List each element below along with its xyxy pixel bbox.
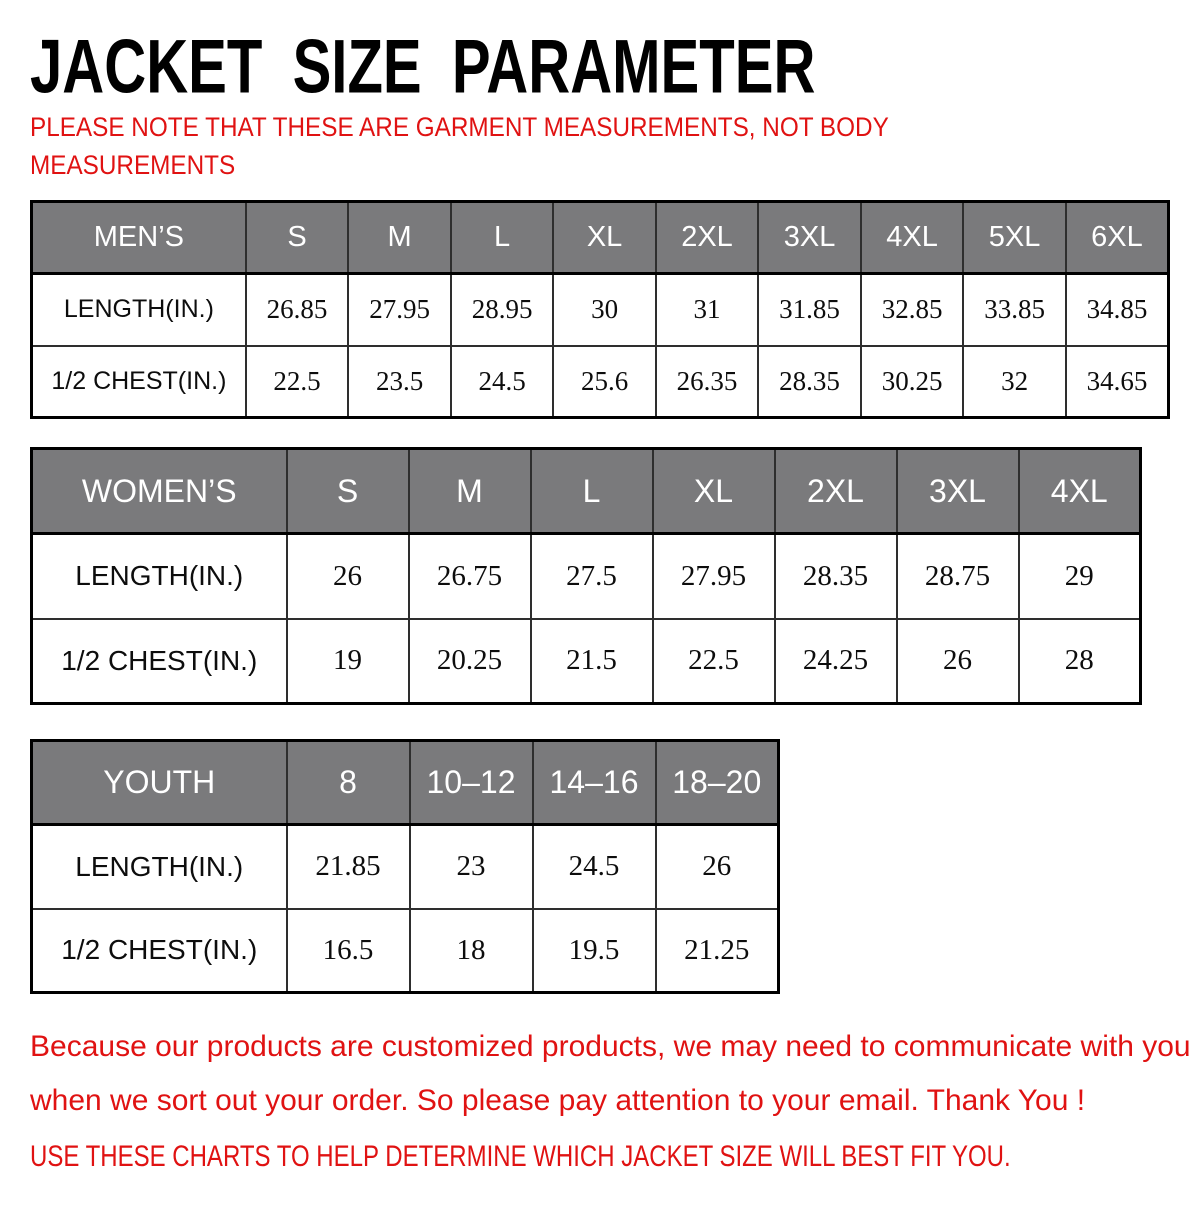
- size-header-cell: 8: [287, 741, 410, 825]
- value-cell: 31.85: [758, 274, 861, 346]
- value-cell: 26: [287, 534, 409, 619]
- size-header-cell: 10–12: [410, 741, 533, 825]
- size-header-cell: L: [531, 449, 653, 534]
- value-cell: 26.35: [656, 346, 759, 418]
- value-cell: 24.5: [451, 346, 554, 418]
- value-cell: 32.85: [861, 274, 964, 346]
- page-title: JACKET SIZE PARAMETER: [30, 23, 816, 109]
- note-line-2: MEASUREMENTS: [30, 150, 236, 180]
- measurement-row: [32, 274, 1169, 346]
- value-cell: 23: [410, 825, 533, 909]
- size-header-cell: 14–16: [533, 741, 656, 825]
- row-label-cell: LENGTH(IN.): [32, 274, 246, 346]
- table-title-cell: YOUTH: [32, 741, 287, 825]
- measurement-row: [32, 619, 1141, 704]
- garment-measurement-note: [30, 108, 1056, 184]
- table-title-cell: WOMEN’S: [32, 449, 287, 534]
- value-cell: 20.25: [409, 619, 531, 704]
- value-cell: 21.5: [531, 619, 653, 704]
- customization-notice: [30, 1020, 1191, 1128]
- value-cell: 28.35: [775, 534, 897, 619]
- value-cell: 25.6: [553, 346, 655, 418]
- row-label-cell: 1/2 CHEST(IN.): [32, 909, 287, 993]
- value-cell: 34.65: [1066, 346, 1169, 418]
- value-cell: 21.85: [287, 825, 410, 909]
- row-label-cell: LENGTH(IN.): [32, 534, 287, 619]
- value-cell: 28.95: [451, 274, 554, 346]
- value-cell: 26.75: [409, 534, 531, 619]
- size-header-cell: XL: [553, 202, 655, 274]
- size-header-cell: S: [287, 449, 409, 534]
- value-cell: 24.5: [533, 825, 656, 909]
- value-cell: 26: [656, 825, 779, 909]
- size-header-cell: 2XL: [775, 449, 897, 534]
- size-header-cell: 3XL: [897, 449, 1019, 534]
- table-title-cell: MEN’S: [32, 202, 246, 274]
- value-cell: 22.5: [653, 619, 775, 704]
- size-header-cell: 4XL: [861, 202, 964, 274]
- value-cell: 22.5: [246, 346, 349, 418]
- size-header-cell: S: [246, 202, 349, 274]
- row-label-cell: LENGTH(IN.): [32, 825, 287, 909]
- size-header-cell: 6XL: [1066, 202, 1169, 274]
- value-cell: 27.5: [531, 534, 653, 619]
- value-cell: 34.85: [1066, 274, 1169, 346]
- value-cell: 23.5: [348, 346, 451, 418]
- customization-notice-line-1: Because our products are customized products, we may need to communicate with you: [30, 1030, 1191, 1063]
- value-cell: 19.5: [533, 909, 656, 993]
- youth-size-table: [30, 739, 780, 994]
- size-header-cell: 3XL: [758, 202, 861, 274]
- value-cell: 27.95: [653, 534, 775, 619]
- value-cell: 16.5: [287, 909, 410, 993]
- value-cell: 29: [1019, 534, 1141, 619]
- value-cell: 24.25: [775, 619, 897, 704]
- size-header-row: [32, 741, 779, 825]
- value-cell: 26.85: [246, 274, 349, 346]
- size-header-row: [32, 449, 1141, 534]
- measurement-row: [32, 909, 779, 993]
- size-header-cell: 5XL: [963, 202, 1066, 274]
- customization-notice-line-2: when we sort out your order. So please pay attention to your email. Thank You !: [30, 1084, 1086, 1117]
- measurement-row: [32, 346, 1169, 418]
- size-header-cell: XL: [653, 449, 775, 534]
- note-line-1: PLEASE NOTE THAT THESE ARE GARMENT MEASUREMENTS, NOT BODY: [30, 112, 889, 142]
- value-cell: 28: [1019, 619, 1141, 704]
- size-header-cell: 18–20: [656, 741, 779, 825]
- chart-usage-instruction: USE THESE CHARTS TO HELP DETERMINE WHICH JACKET SIZE WILL BEST FIT YOU.: [30, 1140, 1011, 1173]
- measurement-row: [32, 534, 1141, 619]
- measurement-row: [32, 825, 779, 909]
- size-chart-page: [0, 23, 1200, 1174]
- value-cell: 30: [553, 274, 655, 346]
- size-header-cell: 4XL: [1019, 449, 1141, 534]
- size-header-cell: M: [409, 449, 531, 534]
- mens-size-table: [30, 200, 1170, 419]
- value-cell: 18: [410, 909, 533, 993]
- size-header-row: [32, 202, 1169, 274]
- value-cell: 26: [897, 619, 1019, 704]
- value-cell: 32: [963, 346, 1066, 418]
- value-cell: 27.95: [348, 274, 451, 346]
- size-header-cell: M: [348, 202, 451, 274]
- value-cell: 21.25: [656, 909, 779, 993]
- womens-size-table: [30, 447, 1142, 705]
- size-header-cell: 2XL: [656, 202, 759, 274]
- value-cell: 33.85: [963, 274, 1066, 346]
- row-label-cell: 1/2 CHEST(IN.): [32, 619, 287, 704]
- size-header-cell: L: [451, 202, 554, 274]
- value-cell: 19: [287, 619, 409, 704]
- value-cell: 31: [656, 274, 759, 346]
- value-cell: 30.25: [861, 346, 964, 418]
- row-label-cell: 1/2 CHEST(IN.): [32, 346, 246, 418]
- value-cell: 28.35: [758, 346, 861, 418]
- value-cell: 28.75: [897, 534, 1019, 619]
